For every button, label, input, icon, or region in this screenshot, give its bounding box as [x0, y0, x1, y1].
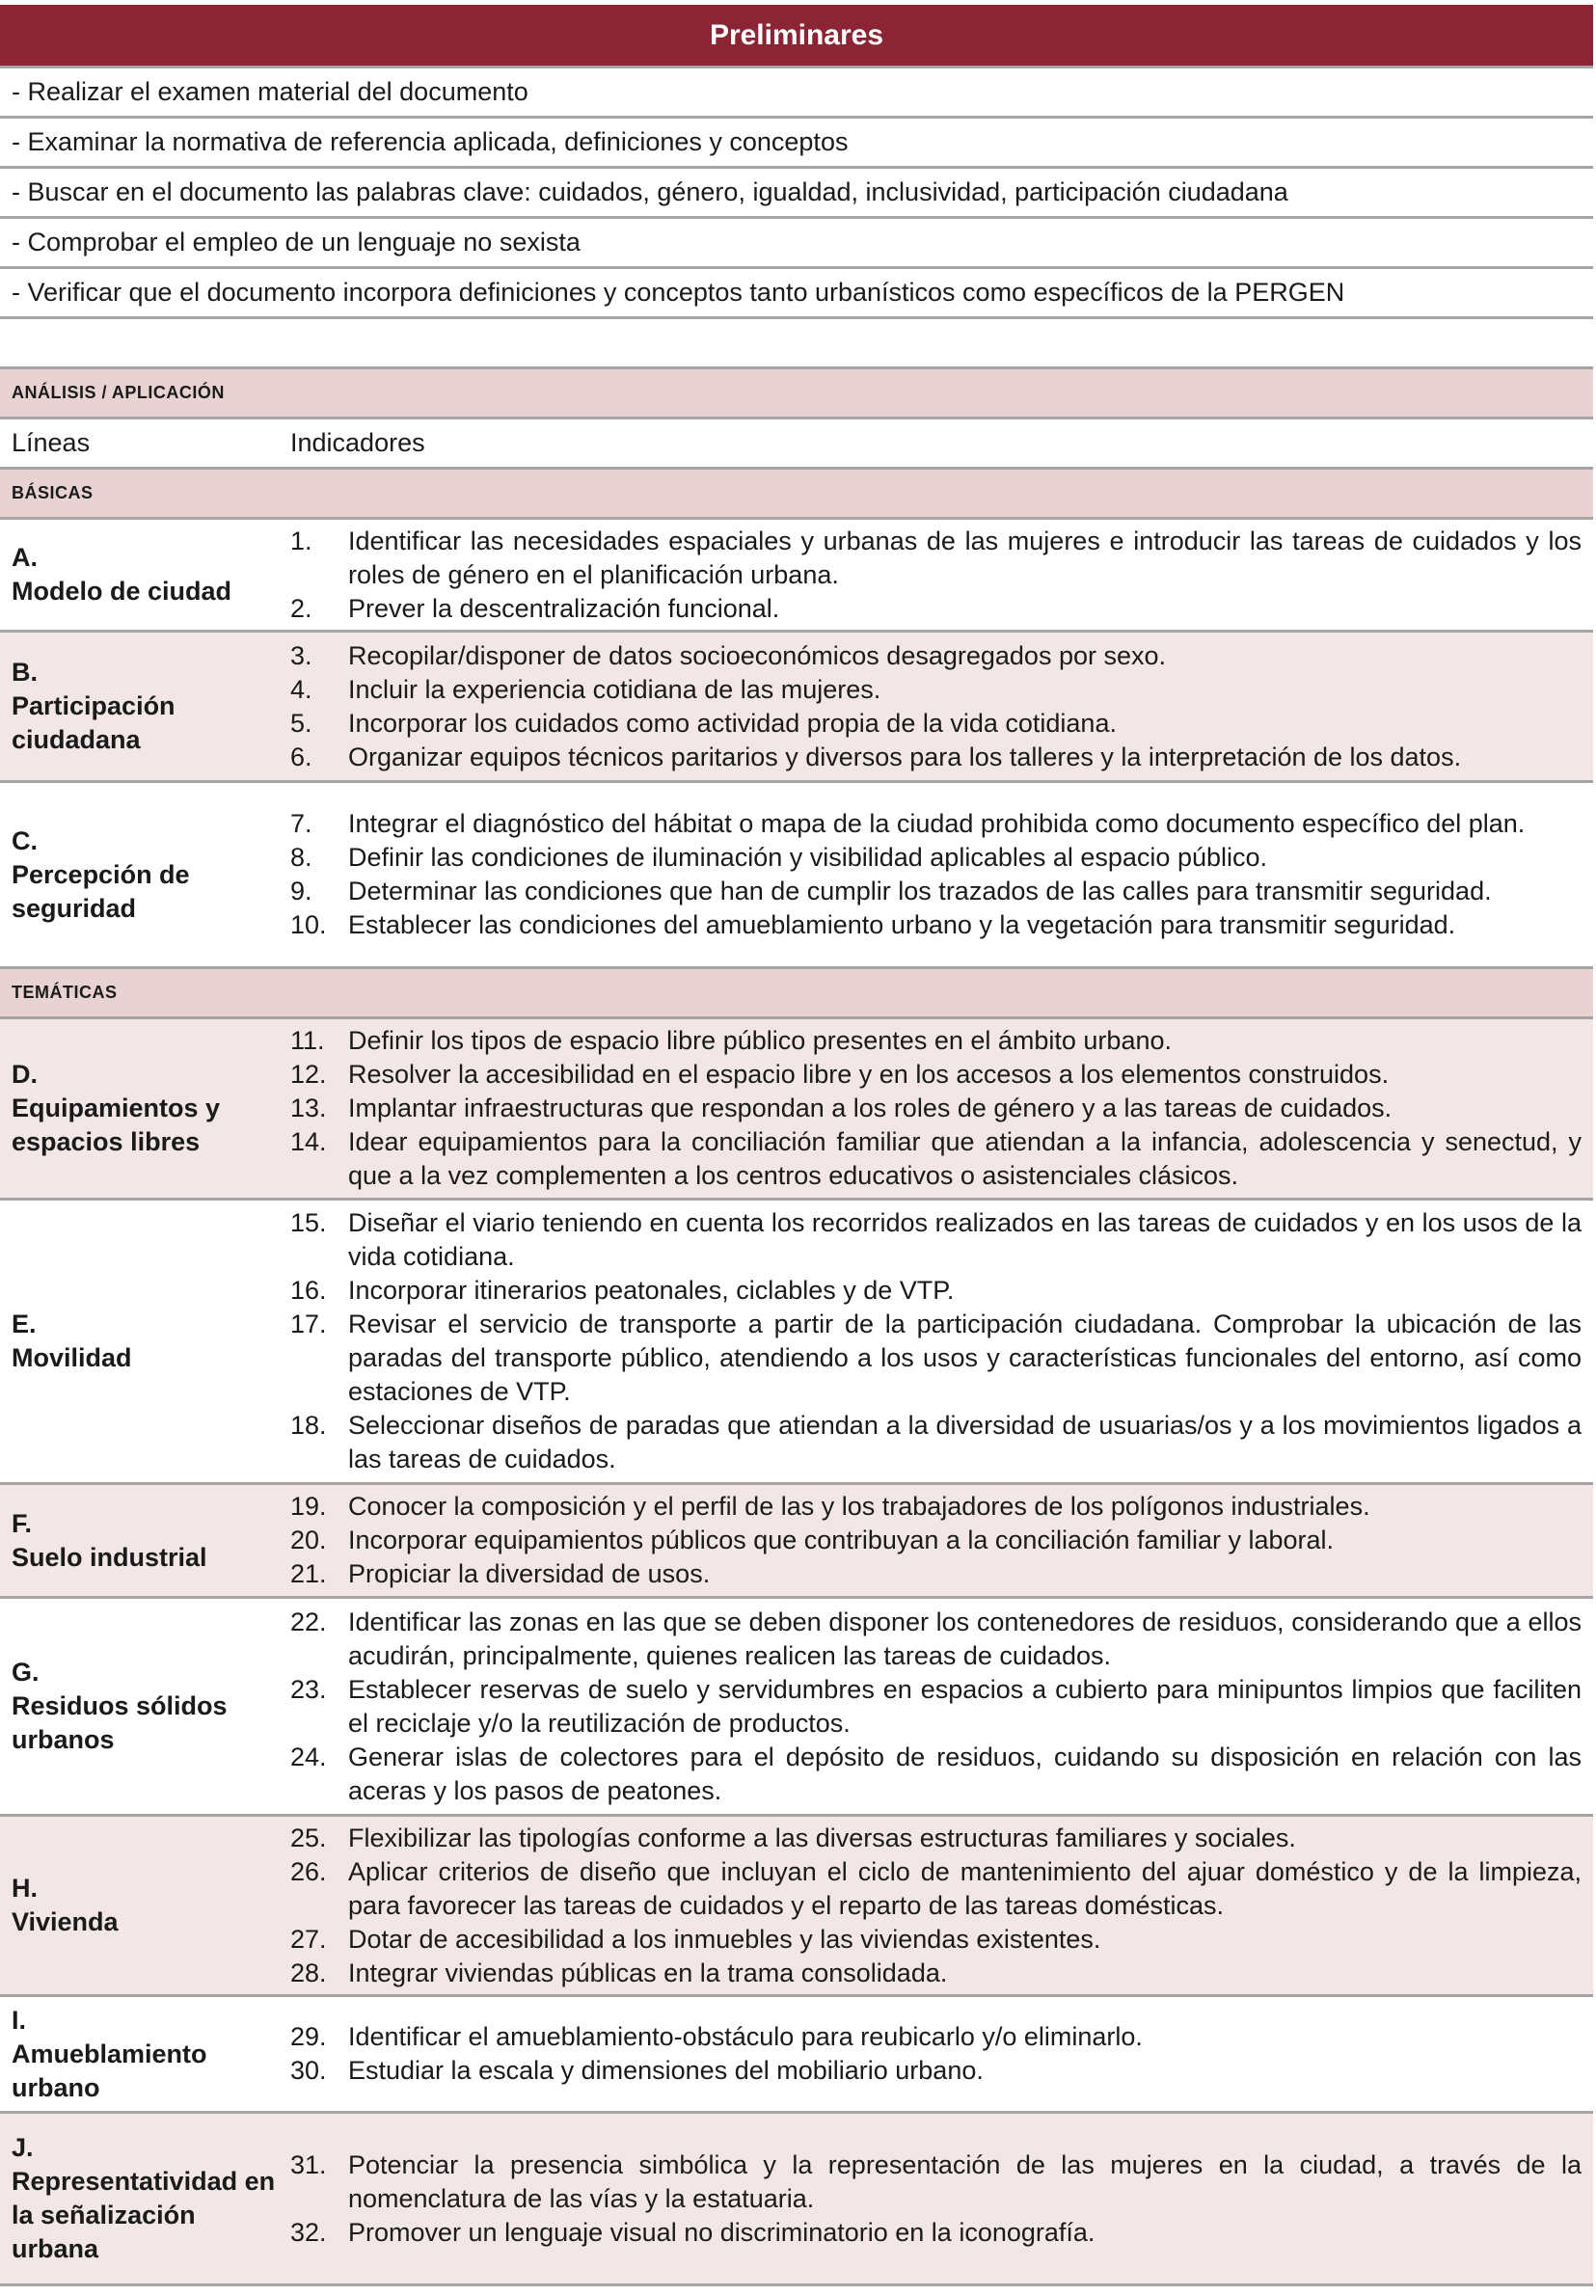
section-heading-text: TEMÁTICAS [12, 983, 118, 1002]
indicator-list [278, 1019, 1593, 1198]
indicator-number: 27. [290, 1924, 327, 1954]
line-name: Participación ciudadana [12, 691, 176, 754]
indicator-item [278, 673, 1582, 707]
indicator-number: 2. [290, 593, 312, 623]
indicator-item [278, 1606, 1582, 1673]
indicator-number: 29. [290, 2022, 327, 2051]
indicator-number: 22. [290, 1607, 327, 1636]
indicator-text: Determinar las condiciones que han de cumplir los trazados de las calles para transmitir seguridad. [348, 877, 1492, 905]
indicator-number: 26. [290, 1856, 327, 1886]
indicator-item [278, 1206, 1582, 1274]
indicator-list [278, 2114, 1593, 2283]
line-label [0, 633, 278, 780]
indicator-text: Integrar viviendas públicas en la trama consolidada. [348, 1958, 948, 1987]
indicator-text: Revisar el servicio de transporte a partir de la participación ciudadana. Comprobar la ubicación de las paradas del transporte público, atendiendo a los usos y características funcionales del entorno, así como estaciones de VTP. [348, 1310, 1582, 1406]
line-label [0, 1817, 278, 1994]
indicator-text: Flexibilizar las tipologías conforme a las diversas estructuras familiares y sociales. [348, 1823, 1296, 1852]
line-name: Equipamientos y espacios libres [12, 1094, 221, 1156]
indicator-number: 25. [290, 1823, 327, 1852]
line-letter: D. [12, 1060, 38, 1089]
indicator-number: 20. [290, 1526, 327, 1554]
preliminares-title: Preliminares [0, 5, 1593, 68]
indicator-number: 1. [290, 526, 312, 555]
indicator-text: Conocer la composición y el perfil de las y los trabajadores de los polígonos industriales. [348, 1492, 1370, 1521]
line-letter: F. [12, 1508, 33, 1538]
indicator-number: 30. [290, 2056, 327, 2085]
line-label [0, 1019, 278, 1198]
indicator-text: Seleccionar diseños de paradas que atiendan a la diversidad de usuarias/os y a los movimientos ligados a las tareas de cuidados. [348, 1411, 1582, 1473]
indicator-number: 14. [290, 1127, 327, 1156]
spacer [0, 319, 1593, 369]
indicator-number: 5. [290, 708, 312, 738]
indicator-item [278, 1855, 1582, 1923]
table-row [0, 1817, 1593, 1997]
prelim-item: - Buscar en el documento las palabras clave: cuidados, género, igualdad, inclusividad, participación ciudadana [0, 169, 1593, 219]
indicator-item [278, 639, 1582, 673]
indicator-item [278, 1957, 1582, 1990]
line-letter: G. [12, 1658, 40, 1687]
table-row [0, 1019, 1593, 1201]
indicator-text: Incorporar equipamientos públicos que contribuyan a la conciliación familiar y laboral. [348, 1526, 1335, 1554]
indicator-item [278, 707, 1582, 741]
indicator-item [278, 1741, 1582, 1808]
indicator-item [278, 1409, 1582, 1476]
prelim-item: - Comprobar el empleo de un lenguaje no sexista [0, 219, 1593, 269]
indicator-text: Identificar las zonas en las que se deben disponer los contenedores de residuos, considerando que a ellos acudirán, principalmente, quienes realicen las tareas de cuidados. [348, 1607, 1582, 1670]
table-row [0, 1997, 1593, 2114]
indicator-number: 8. [290, 843, 312, 872]
line-label [0, 783, 278, 966]
indicator-item [278, 525, 1582, 592]
indicator-text: Incluir la experiencia cotidiana de las mujeres. [348, 674, 881, 704]
indicator-list [278, 633, 1593, 780]
table-row [0, 633, 1593, 783]
analisis-heading [0, 369, 1593, 419]
indicator-item [278, 875, 1582, 908]
indicator-item [278, 1024, 1582, 1058]
indicator-text: Recopilar/disponer de datos socioeconómicos desagregados por sexo. [348, 640, 1167, 670]
indicator-list [278, 1997, 1593, 2111]
indicator-item [278, 2020, 1582, 2054]
indicator-item [278, 908, 1582, 942]
table-row [0, 1599, 1593, 1817]
indicator-number: 32. [290, 2217, 327, 2247]
col-lineas: Líneas [12, 428, 91, 457]
indicator-text: Establecer reservas de suelo y servidumbres en espacios a cubierto para minipuntos limpios que faciliten el reciclaje y/o la reutilización de productos. [348, 1674, 1582, 1738]
indicator-text: Definir las condiciones de iluminación y visibilidad aplicables al espacio público. [348, 843, 1268, 872]
indicator-text: Generar islas de colectores para el depósito de residuos, cuidando su disposición en relación con las aceras y los pasos de peatones. [348, 1742, 1582, 1805]
indicator-list [278, 1485, 1593, 1596]
table-row [0, 2114, 1593, 2286]
line-name: Vivienda [12, 1907, 119, 1936]
line-name: Residuos sólidos urbanos [12, 1691, 228, 1754]
line-name: Amueblamiento urbano [12, 2039, 207, 2102]
indicator-text: Aplicar criterios de diseño que incluyan el ciclo de mantenimiento del ajuar doméstico y de la limpieza, para favorecer las tareas de cuidados y el reparto de las tareas domésticas. [348, 1856, 1582, 1920]
indicator-number: 3. [290, 640, 312, 670]
indicator-item [278, 1923, 1582, 1957]
indicator-item [278, 1274, 1582, 1308]
indicator-number: 18. [290, 1411, 327, 1440]
indicator-item [278, 1308, 1582, 1409]
indicator-number: 9. [290, 877, 312, 905]
indicator-number: 11. [290, 1026, 325, 1055]
line-letter: J. [12, 2133, 34, 2162]
indicator-item [278, 741, 1582, 774]
indicator-list [278, 783, 1593, 966]
indicator-item [278, 2216, 1582, 2250]
indicator-text: Definir los tipos de espacio libre público presentes en el ámbito urbano. [348, 1026, 1172, 1055]
indicator-list [278, 1599, 1593, 1814]
line-name: Suelo industrial [12, 1542, 207, 1572]
indicator-text: Potenciar la presencia simbólica y la representación de las mujeres en la ciudad, a través de la nomenclatura de las vías y la estatuaria. [348, 2149, 1582, 2213]
indicator-text: Dotar de accesibilidad a los inmuebles y las viviendas existentes. [348, 1924, 1101, 1954]
prelim-item: - Realizar el examen material del documento [0, 68, 1593, 119]
indicator-text: Resolver la accesibilidad en el espacio libre y en los accesos a los elementos construidos. [348, 1060, 1390, 1089]
indicator-text: Propiciar la diversidad de usos. [348, 1559, 711, 1588]
indicator-item [278, 841, 1582, 875]
indicator-number: 23. [290, 1674, 327, 1704]
indicator-item [278, 2054, 1582, 2088]
line-letter: A. [12, 543, 38, 572]
line-label [0, 2114, 278, 2283]
indicator-item [278, 1557, 1582, 1591]
section-heading-text: BÁSICAS [12, 483, 94, 502]
document-table [0, 5, 1593, 2286]
line-letter: H. [12, 1874, 38, 1903]
indicator-number: 13. [290, 1094, 327, 1122]
indicator-item [278, 1822, 1582, 1855]
indicator-text: Diseñar el viario teniendo en cuenta los recorridos realizados en las tareas de cuidados y en los usos de la vida cotidiana. [348, 1208, 1582, 1271]
prelim-item: - Examinar la normativa de referencia aplicada, definiciones y conceptos [0, 119, 1593, 169]
line-label [0, 1485, 278, 1596]
line-name: Modelo de ciudad [12, 577, 232, 606]
indicator-item [278, 1125, 1582, 1193]
indicator-number: 31. [290, 2149, 327, 2179]
line-letter: C. [12, 825, 38, 855]
line-letter: E. [12, 1310, 37, 1338]
line-name: Percepción de seguridad [12, 859, 190, 923]
line-label [0, 1599, 278, 1814]
indicator-text: Estudiar la escala y dimensiones del mobiliario urbano. [348, 2056, 984, 2085]
indicator-number: 24. [290, 1742, 327, 1771]
indicator-number: 10. [290, 910, 327, 939]
indicator-item [278, 1524, 1582, 1557]
indicator-text: Idear equipamientos para la conciliación familiar que atiendan a la infancia, adolescencia y senectud, y que a la vez complementen a los centros educativos o asistenciales clásicos. [348, 1127, 1582, 1190]
indicator-text: Establecer las condiciones del amueblamiento urbano y la vegetación para transmitir seguridad. [348, 910, 1456, 939]
table-row [0, 1485, 1593, 1599]
indicator-number: 17. [290, 1310, 327, 1338]
indicator-item [278, 1673, 1582, 1741]
indicator-list [278, 520, 1593, 630]
indicator-item [278, 592, 1582, 626]
line-name: Movilidad [12, 1343, 132, 1372]
sections-container [0, 470, 1593, 2286]
prelim-item: - Verificar que el documento incorpora definiciones y conceptos tanto urbanísticos como específicos de la PERGEN [0, 269, 1593, 319]
indicator-text: Prever la descentralización funcional. [348, 593, 780, 623]
line-label [0, 1201, 278, 1482]
indicator-item [278, 807, 1582, 841]
section-heading [0, 470, 1593, 520]
col-indicadores: Indicadores [290, 428, 425, 457]
section-heading [0, 969, 1593, 1019]
indicator-number: 16. [290, 1276, 327, 1305]
indicator-text: Integrar el diagnóstico del hábitat o mapa de la ciudad prohibida como documento específico del plan. [348, 809, 1526, 838]
table-row [0, 520, 1593, 633]
indicator-number: 15. [290, 1208, 327, 1237]
indicator-item [278, 2148, 1582, 2216]
indicator-item [278, 1058, 1582, 1092]
indicator-number: 4. [290, 674, 312, 704]
indicator-text: Organizar equipos técnicos paritarios y diversos para los talleres y la interpretación de los datos. [348, 742, 1462, 771]
indicator-list [278, 1817, 1593, 1994]
indicator-item [278, 1092, 1582, 1125]
table-row [0, 783, 1593, 969]
indicator-text: Incorporar itinerarios peatonales, ciclables y de VTP. [348, 1276, 955, 1305]
indicator-number: 12. [290, 1060, 327, 1089]
indicator-number: 28. [290, 1958, 327, 1987]
indicator-item [278, 1490, 1582, 1524]
analisis-heading-text: ANÁLISIS / APLICACIÓN [12, 383, 225, 402]
indicator-text: Incorporar los cuidados como actividad propia de la vida cotidiana. [348, 708, 1117, 738]
line-letter: B. [12, 658, 38, 687]
indicator-number: 7. [290, 809, 312, 838]
indicator-text: Implantar infraestructuras que respondan a los roles de género y a las tareas de cuidados. [348, 1094, 1393, 1122]
line-name: Representatividad en la señalización urbana [12, 2167, 276, 2263]
column-headers [0, 419, 1593, 470]
line-label [0, 1997, 278, 2111]
line-letter: I. [12, 2005, 27, 2035]
indicator-list [278, 1201, 1593, 1482]
indicator-number: 19. [290, 1492, 327, 1521]
indicator-text: Promover un lenguaje visual no discriminatorio en la iconografía. [348, 2217, 1096, 2247]
indicator-text: Identificar el amueblamiento-obstáculo para reubicarlo y/o eliminarlo. [348, 2022, 1143, 2051]
line-label [0, 520, 278, 630]
indicator-number: 6. [290, 742, 312, 771]
indicator-text: Identificar las necesidades espaciales y urbanas de las mujeres e introducir las tareas de cuidados y los roles de género en el planificación urbana. [348, 526, 1582, 589]
indicator-number: 21. [290, 1559, 327, 1588]
table-row [0, 1201, 1593, 1485]
